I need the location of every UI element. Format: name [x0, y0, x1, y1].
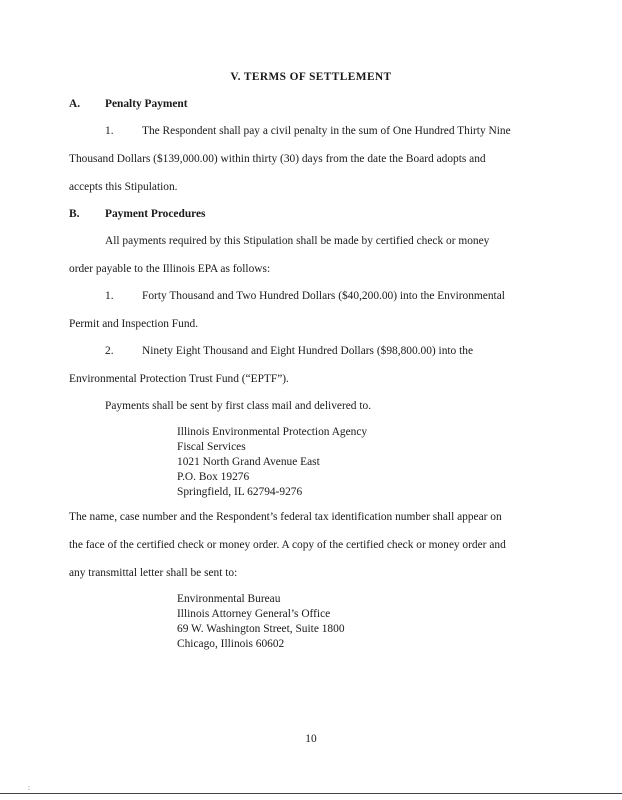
section-b-intro-line2: order payable to the Illinois EPA as follows: — [69, 263, 271, 275]
section-b-title: Payment Procedures — [105, 208, 206, 220]
page-number: 10 — [305, 733, 317, 745]
address-line: Springfield, IL 62794-9276 — [177, 486, 303, 498]
section-heading: V. TERMS OF SETTLEMENT — [230, 71, 392, 83]
section-b-item2-line2: Environmental Protection Trust Fund (“EPTF”). — [69, 373, 289, 385]
section-a-item1-number: 1. — [105, 125, 114, 137]
address-line: 1021 North Grand Avenue East — [177, 456, 320, 468]
section-a-title: Penalty Payment — [105, 98, 188, 110]
section-a-item1-line3: accepts this Stipulation. — [69, 181, 178, 193]
address-line: 69 W. Washington Street, Suite 1800 — [177, 623, 345, 635]
name-case-line1: The name, case number and the Respondent’s federal tax identification number shall appear on — [69, 511, 502, 523]
address-line: P.O. Box 19276 — [177, 471, 250, 483]
section-b-intro-line1: All payments required by this Stipulation shall be made by certified check or money — [105, 235, 490, 247]
section-b-item2-line1: Ninety Eight Thousand and Eight Hundred Dollars ($98,800.00) into the — [142, 345, 474, 357]
footer-mark: : — [28, 784, 30, 792]
address-line: Fiscal Services — [177, 441, 246, 453]
section-b-item1-line1: Forty Thousand and Two Hundred Dollars ($40,200.00) into the Environmental — [142, 290, 505, 302]
mail-instruction: Payments shall be sent by first class mail and delivered to. — [105, 400, 372, 412]
address-line: Environmental Bureau — [177, 593, 281, 605]
name-case-line3: any transmittal letter shall be sent to: — [69, 567, 238, 579]
section-b-item2-number: 2. — [105, 345, 114, 357]
footer-rule — [0, 793, 622, 794]
name-case-line2: the face of the certified check or money order. A copy of the certified check or money order and — [69, 539, 506, 551]
section-b-item1-line2: Permit and Inspection Fund. — [69, 318, 199, 330]
section-a-item1-line2: Thousand Dollars ($139,000.00) within thirty (30) days from the date the Board adopts and — [69, 153, 486, 165]
section-b-letter: B. — [69, 208, 80, 220]
address-line: Chicago, Illinois 60602 — [177, 638, 285, 650]
section-b-item1-number: 1. — [105, 290, 114, 302]
section-a-item1-line1: The Respondent shall pay a civil penalty in the sum of One Hundred Thirty Nine — [142, 125, 511, 137]
address-line: Illinois Attorney General’s Office — [177, 608, 331, 620]
section-a-letter: A. — [69, 98, 81, 110]
address-line: Illinois Environmental Protection Agency — [177, 426, 368, 438]
